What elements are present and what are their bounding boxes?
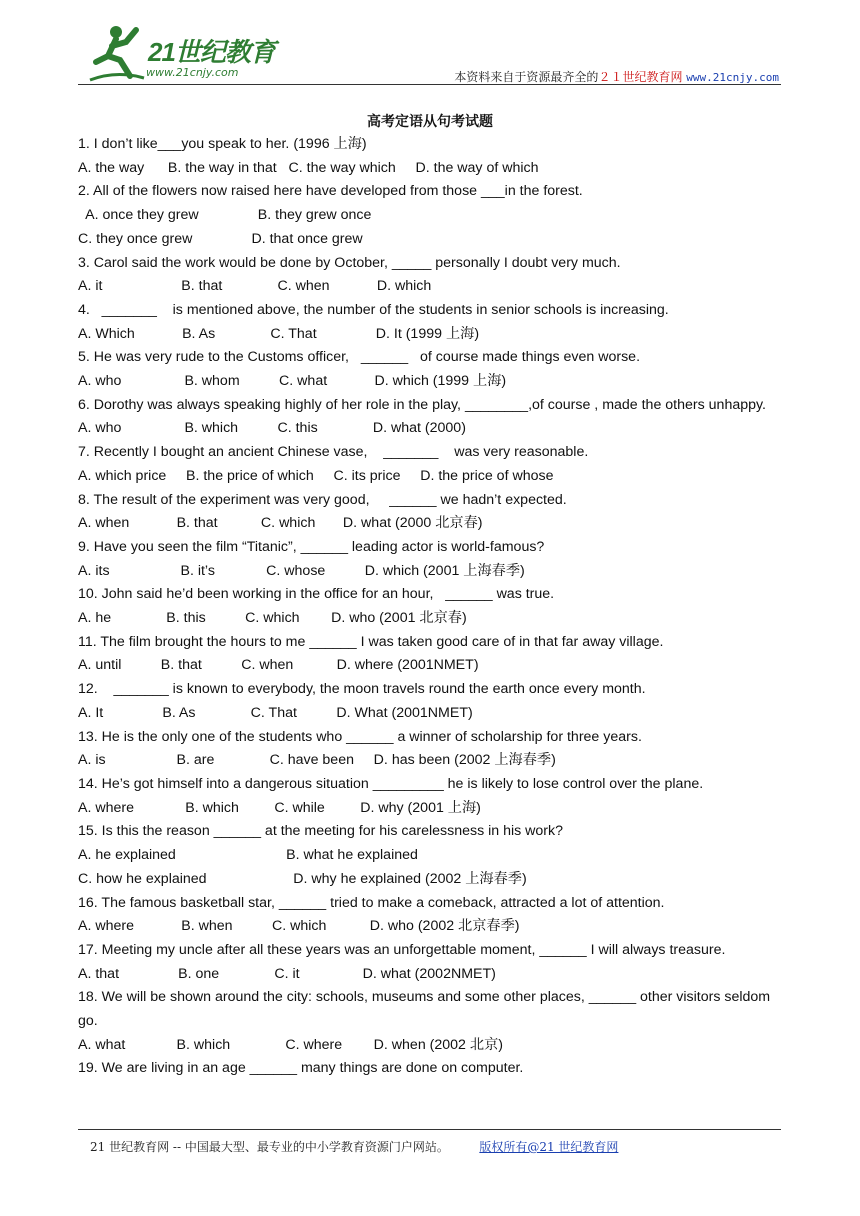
question-text: 10. John said he’d been working in the office for an hour, ______ was true. <box>78 586 555 603</box>
question-text: 6. Dorothy was always speaking highly of her role in the play, ________,of course , made the others unhappy. <box>78 396 766 413</box>
answer-options: A. when B. that C. which D. what (2000 北京春) <box>78 515 483 532</box>
answer-options: A. which price B. the price of which C. its price D. the price of whose <box>78 467 554 484</box>
question-text: 4. _______ is mentioned above, the number of the students in senior schools is increasing. <box>78 301 669 318</box>
question-text: 13. He is the only one of the students who ______ a winner of scholarship for three years. <box>78 728 642 745</box>
runner-logo-icon <box>86 22 146 84</box>
question-text: 18. We will be shown around the city: schools, museums and some other places, ______ other visitors seldom go. <box>78 989 771 1030</box>
question-text: 12. _______ is known to everybody, the moon travels round the earth once every month. <box>78 681 646 698</box>
logo-wordmark: 21世纪教育 <box>148 37 275 67</box>
question-text: 1. I don’t like___you speak to her. (1996 上海) <box>78 136 367 152</box>
answer-options: A. where B. when C. which D. who (2002 北京春季) <box>78 918 520 935</box>
question-text: 5. He was very rude to the Customs officer, ______ of course made things even worse. <box>78 349 641 366</box>
answer-options: A. he B. this C. which D. who (2001 北京春) <box>78 610 467 627</box>
page-footer <box>90 1138 618 1155</box>
answer-options: A. until B. that C. when D. where (2001NMET) <box>78 657 479 674</box>
answer-options: A. once they grew B. they grew once <box>78 207 372 224</box>
header-url-link[interactable]: www.21cnjy.com <box>686 71 779 84</box>
answer-options: A. is B. are C. have been D. has been (2002 上海春季) <box>78 752 556 769</box>
question-text: 2. All of the flowers now raised here have developed from those ___in the forest. <box>78 183 583 200</box>
answer-options: A. its B. it’s C. whose D. which (2001 上海春季) <box>78 562 525 579</box>
header-site-link[interactable]: ２１世纪教育网 <box>598 70 683 84</box>
question-text: 19. We are living in an age ______ many things are done on computer. <box>78 1060 524 1077</box>
footer-divider <box>78 1129 781 1130</box>
question-text: 16. The famous basketball star, ______ tried to make a comeback, attracted a lot of attention. <box>78 894 665 911</box>
document-title: 高考定语从句考试题 <box>367 114 493 130</box>
footer-copyright-link[interactable]: 版权所有@21 世纪教育网 <box>479 1140 619 1154</box>
answer-options: A. it B. that C. when D. which <box>78 278 432 295</box>
logo-url: www.21cnjy.com <box>146 66 239 79</box>
answer-options: A. where B. which C. while D. why (2001 上海) <box>78 799 481 816</box>
header-source-note <box>454 68 779 85</box>
answer-options: C. they once grew D. that once grew <box>78 230 363 247</box>
question-list <box>78 133 778 1081</box>
question-text: 8. The result of the experiment was very good, ______ we hadn’t expected. <box>78 491 567 508</box>
header-note-prefix: 本资料来自于资源最齐全的 <box>454 70 599 84</box>
footer-text: 21 世纪教育网 -- 中国最大型、最专业的中小学教育资源门户网站。 <box>90 1140 449 1154</box>
question-text: 17. Meeting my uncle after all these years was an unforgettable moment, ______ I will always treasure. <box>78 941 726 958</box>
page-header <box>78 20 781 86</box>
answer-options: A. who B. which C. this D. what (2000) <box>78 420 466 437</box>
answer-options: C. how he explained D. why he explained (2002 上海春季) <box>78 870 527 887</box>
answer-options: A. that B. one C. it D. what (2002NMET) <box>78 965 496 982</box>
answer-options: A. It B. As C. That D. What (2001NMET) <box>78 704 473 721</box>
header-divider <box>78 84 781 85</box>
answer-options: A. he explained B. what he explained <box>78 847 418 864</box>
question-text: 14. He’s got himself into a dangerous situation _________ he is likely to lose control over the plane. <box>78 775 704 792</box>
answer-options: A. who B. whom C. what D. which (1999 上海) <box>78 373 507 390</box>
question-text: 9. Have you seen the film “Titanic”, ______ leading actor is world-famous? <box>78 538 545 555</box>
question-text: 7. Recently I bought an ancient Chinese vase, _______ was very reasonable. <box>78 444 589 461</box>
question-text: 15. Is this the reason ______ at the meeting for his carelessness in his work? <box>78 823 564 840</box>
answer-options: A. Which B. As C. That D. It (1999 上海) <box>78 325 480 342</box>
question-text: 11. The film brought the hours to me ______ I was taken good care of in that far away village. <box>78 633 664 650</box>
answer-options: A. the way B. the way in that C. the way which D. the way of which <box>78 159 539 176</box>
question-text: 3. Carol said the work would be done by October, _____ personally I doubt very much. <box>78 254 621 271</box>
site-logo <box>86 22 286 84</box>
answer-options: A. what B. which C. where D. when (2002 北京) <box>78 1036 503 1053</box>
